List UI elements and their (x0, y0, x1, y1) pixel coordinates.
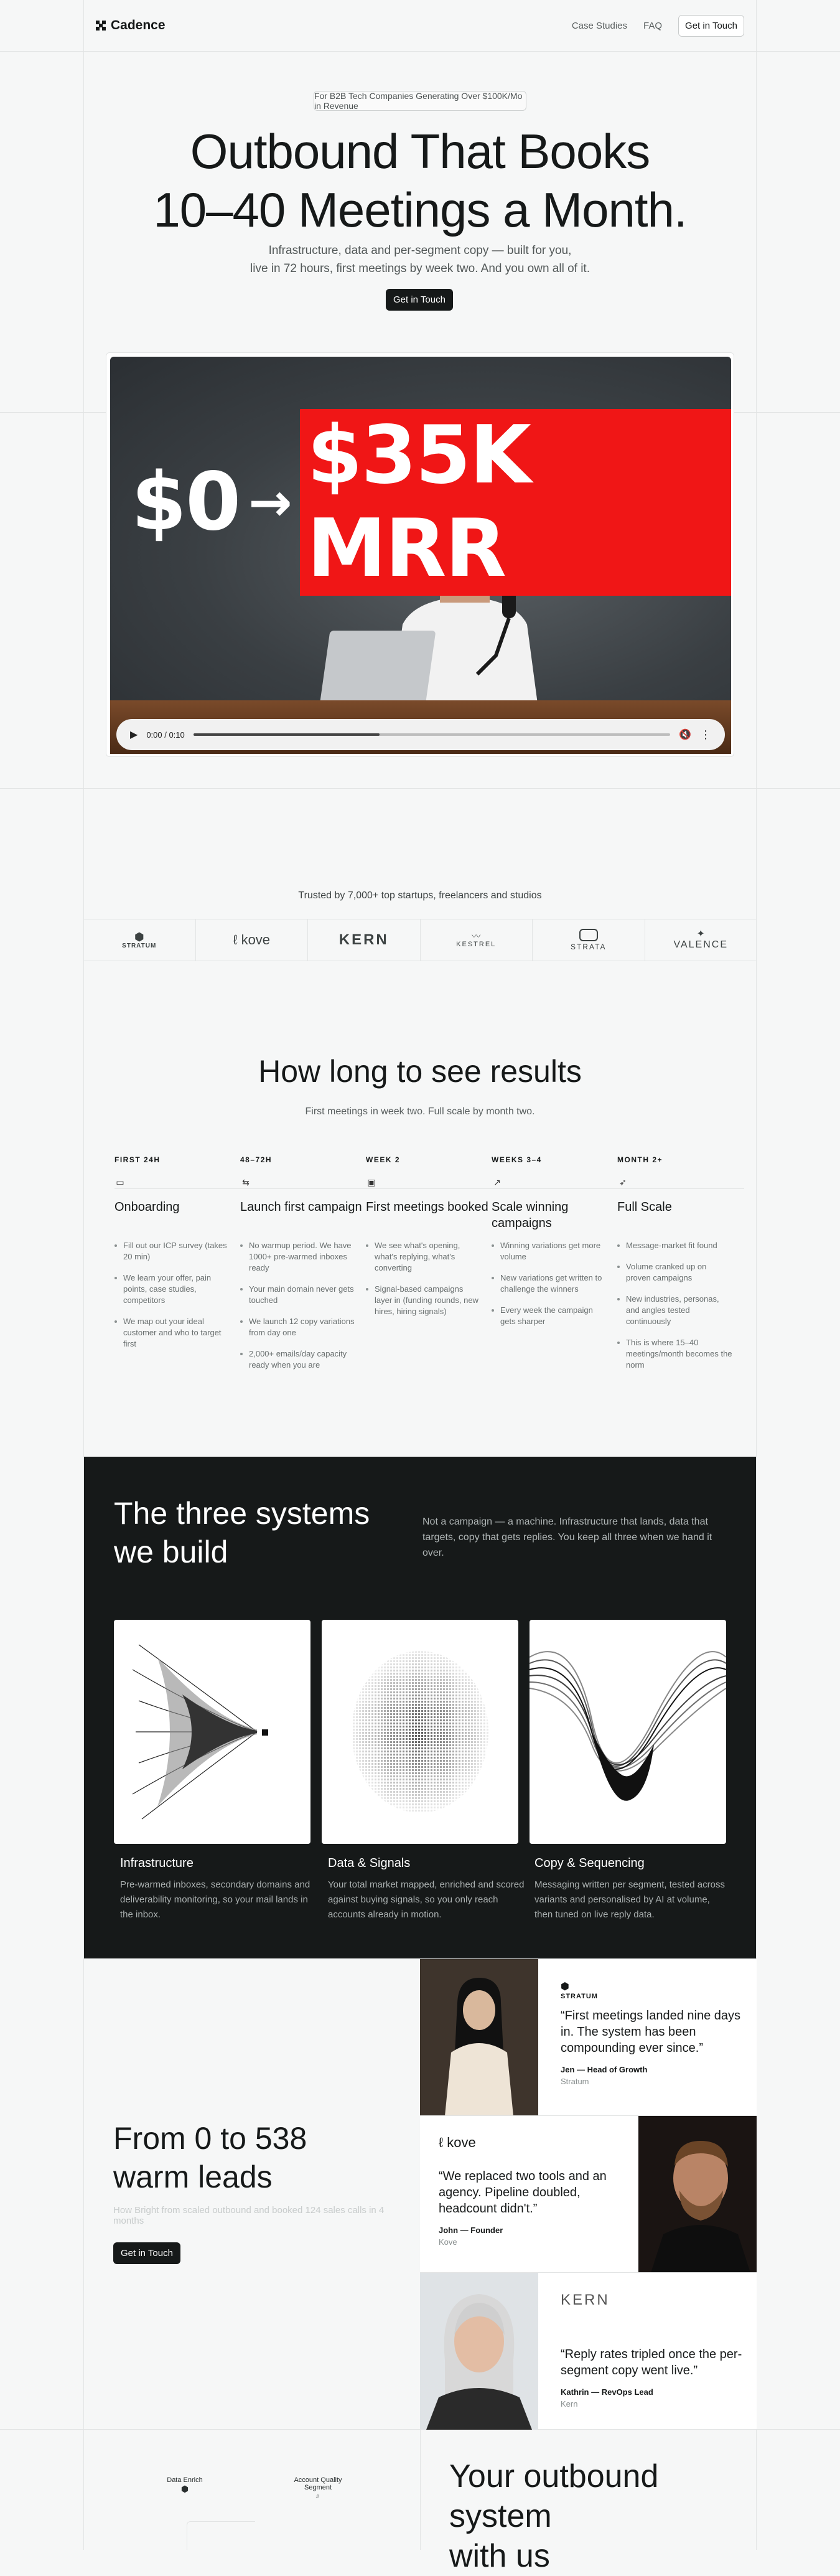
stage-full-scale (617, 1155, 743, 1381)
systems-title-line2: we build (114, 1535, 228, 1569)
list-item: Fill out our ICP survey (takes 20 min) (114, 1240, 230, 1262)
leads-cta-button[interactable]: Get in Touch (113, 2242, 180, 2264)
outbound-title-line1: Your outbound (449, 2458, 659, 2494)
testimonial-org: Kove (439, 2237, 457, 2247)
account-quality-node (284, 2476, 352, 2501)
testimonial-quote: “First meetings landed nine days in. The system has been compounding ever since.” (561, 2009, 741, 2055)
brand-logo[interactable] (96, 18, 166, 33)
list-item: 2,000+ emails/day capacity ready when you are (240, 1348, 356, 1371)
thumbnail-headline (131, 409, 731, 596)
nav-case-studies[interactable]: Case Studies (571, 20, 628, 31)
list-item: Signal-based campaigns layer in (funding rounds, new hires, hiring signals) (366, 1284, 482, 1317)
list-item: We see what's opening, what's replying, what's converting (366, 1240, 482, 1274)
video-controls (116, 719, 725, 750)
testimonial-company-logo (439, 2135, 625, 2151)
kove-icon: ℓ (439, 2135, 447, 2150)
list-item: New industries, personas, and angles tested continuously (617, 1294, 733, 1327)
brand-mark-icon (96, 21, 106, 31)
list-item: This is where 15–40 meetings/month becomes the norm (617, 1337, 733, 1371)
hero-badge: For B2B Tech Companies Generating Over $100K/Mo in Revenue (314, 91, 526, 111)
list-item: Message-market fit found (617, 1240, 733, 1251)
divider (0, 788, 840, 789)
testimonial-card (420, 2272, 757, 2429)
logo-text: VALENCE (673, 939, 728, 950)
testimonial-org: Kern (561, 2399, 578, 2409)
leads-title-line1: From 0 to 538 (113, 2121, 307, 2156)
logo-valence (645, 919, 757, 961)
search-icon: ⌕ (315, 2491, 320, 2500)
data-icon: ⬢ (180, 2484, 189, 2494)
stage-label: FIRST 24H (114, 1155, 161, 1164)
connector (187, 2521, 255, 2550)
systems-title-line1: The three systems (114, 1496, 370, 1531)
mini-label-text: Segment (304, 2484, 332, 2491)
stage-title: Launch first campaign (240, 1200, 362, 1214)
stratum-icon: ⬢ (134, 930, 144, 943)
testimonial-quote: “Reply rates tripled once the per-segment copy went live.” (561, 2348, 742, 2377)
list-item: Volume cranked up on proven campaigns (617, 1261, 733, 1284)
kove-icon: ℓ (233, 932, 238, 947)
systems-title (114, 1494, 370, 1571)
thumbnail-left-text: $0 (131, 456, 240, 548)
data-enrich-node (163, 2476, 207, 2494)
clipboard-icon: ▭ (116, 1177, 124, 1187)
list-item: Every week the campaign gets sharper (492, 1305, 607, 1327)
hero-title-line2: 10–40 Meetings a Month. (153, 182, 687, 237)
card-title: Infrastructure (120, 1856, 194, 1870)
hero-title (83, 122, 757, 239)
list-item: We map out your ideal customer and who to target first (114, 1316, 230, 1350)
stage-onboarding (114, 1155, 240, 1360)
hero-cta-button[interactable]: Get in Touch (386, 289, 453, 311)
logo-strata (533, 919, 645, 961)
card-title: Copy & Sequencing (534, 1856, 645, 1870)
mute-icon[interactable]: 🔇 (679, 730, 691, 740)
card-title: Data & Signals (328, 1856, 411, 1870)
divider (420, 2429, 421, 2550)
logo-kern (308, 919, 421, 961)
results-subtitle: First meetings in week two. Full scale by month two. (305, 1106, 535, 1117)
testimonial-company-name: kove (447, 2135, 476, 2150)
leads-title-line2: warm leads (113, 2160, 273, 2194)
stage-label: WEEK 2 (366, 1155, 401, 1164)
stage-title: Full Scale (617, 1200, 672, 1214)
logo-kestrel (421, 919, 533, 961)
play-icon[interactable]: ▶ (130, 730, 138, 740)
testimonial-card (420, 2115, 757, 2272)
calendar-icon: ▣ (367, 1177, 376, 1187)
brand-name: Cadence (111, 18, 166, 32)
trusted-text: Trusted by 7,000+ top startups, freelancers and studios (298, 890, 542, 901)
list-item: Winning variations get more volume (492, 1240, 607, 1262)
testimonial-photo (420, 2273, 538, 2430)
testimonial-org: Stratum (561, 2077, 589, 2086)
testimonial-name: Kathrin — RevOps Lead (561, 2387, 653, 2397)
stage-scale (492, 1155, 617, 1337)
mini-label-text: Account Quality (294, 2476, 342, 2484)
logo-text: STRATA (570, 942, 607, 951)
top-nav (83, 0, 757, 51)
results-title: How long to see results (258, 1054, 582, 1089)
divider (0, 51, 840, 52)
timeline (114, 1155, 744, 1404)
header-cta-button[interactable]: Get in Touch (678, 15, 744, 37)
logo-text: kove (241, 932, 271, 947)
card-description: Pre-warmed inboxes, secondary domains and deliverability monitoring, so your mail lands in the inbox. (120, 1879, 310, 1920)
kestrel-icon: 〰 (472, 931, 481, 941)
nav-faq[interactable]: FAQ (643, 20, 663, 31)
video-time: 0:00 / 0:10 (146, 730, 185, 740)
stage-label: MONTH 2+ (617, 1155, 663, 1164)
stratum-icon: ⬢ (561, 1981, 569, 1992)
stage-launch (240, 1155, 366, 1381)
outbound-title-line2: system (449, 2498, 552, 2534)
testimonial-quote: “We replaced two tools and an agency. Pipeline doubled, headcount didn't.” (439, 2169, 607, 2216)
testimonial-company-logo: STRATUM (561, 1993, 598, 2000)
stage-title: Onboarding (114, 1200, 180, 1214)
strata-icon (579, 929, 598, 941)
logo-strip (83, 919, 757, 961)
video-seek-bar[interactable] (194, 733, 670, 736)
list-item: We launch 12 copy variations from day one (240, 1316, 356, 1338)
copy-sequencing-illustration (530, 1620, 726, 1844)
outbound-title (449, 2456, 658, 2576)
testimonial-name: Jen — Head of Growth (561, 2065, 648, 2074)
leads-title (113, 2119, 307, 2196)
hero-title-line1: Outbound That Books (190, 124, 650, 179)
outbound-title-line3: with us (449, 2538, 550, 2574)
hero-subtitle (83, 242, 757, 278)
testimonial-photo (638, 2116, 757, 2273)
valence-icon: ✦ (696, 929, 705, 939)
logo-kove (196, 919, 309, 961)
logo-text: STRATUM (122, 942, 157, 949)
video-container (106, 352, 734, 757)
list-item: Your main domain never gets touched (240, 1284, 356, 1306)
testimonial-photo (420, 1959, 538, 2116)
nav-links (572, 15, 744, 37)
stage-label: 48–72H (240, 1155, 273, 1164)
more-options-icon[interactable]: ⋮ (700, 728, 711, 741)
leads-subtitle: How Bright from scaled outbound and booked 124 sales calls in 4 months (113, 2205, 385, 2226)
stage-label: WEEKS 3–4 (492, 1155, 542, 1164)
mini-label-text: Data Enrich (167, 2476, 203, 2484)
list-item: We learn your offer, pain points, case studies, competitors (114, 1272, 230, 1306)
stage-title: First meetings booked (366, 1200, 488, 1214)
video-player[interactable] (110, 357, 731, 754)
thumbnail-right-text: $35K MRR (300, 409, 731, 596)
rocket-icon: ➶ (619, 1177, 627, 1187)
hero-subtitle-line1: Infrastructure, data and per-segment copy — built for you, (268, 244, 572, 257)
infrastructure-illustration (114, 1620, 310, 1844)
systems-section (84, 1457, 756, 1958)
systems-description: Not a campaign — a machine. Infrastructure that lands, data that targets, copy that gets replies. You keep all three when we hand it over. (422, 1516, 712, 1558)
sliders-icon: ⇆ (242, 1177, 250, 1187)
testimonial-name: John — Founder (439, 2226, 503, 2235)
data-signals-illustration (322, 1620, 518, 1844)
card-description: Your total market mapped, enriched and scored against buying signals, so you only reach accounts already in motion. (328, 1879, 525, 1920)
stage-title: Scale winning campaigns (492, 1200, 569, 1230)
logo-text: KERN (338, 931, 389, 948)
list-item: New variations get written to challenge the winners (492, 1272, 607, 1295)
thumbnail-arrow: → (248, 472, 291, 533)
hero-subtitle-line2: live in 72 hours, first meetings by week two. And you own all of it. (250, 262, 590, 275)
logo-stratum (83, 919, 196, 961)
testimonial-company-logo: KERN (561, 2292, 610, 2308)
testimonial-card (420, 1958, 757, 2115)
logo-text: KESTREL (456, 941, 497, 948)
card-description: Messaging written per segment, tested across variants and personalised by AI at volume, then tuned on live reply data. (534, 1879, 725, 1920)
list-item: No warmup period. We have 1000+ pre-warmed inboxes ready (240, 1240, 356, 1274)
trend-icon: ↗ (493, 1177, 501, 1187)
stage-first-meetings (366, 1155, 492, 1327)
